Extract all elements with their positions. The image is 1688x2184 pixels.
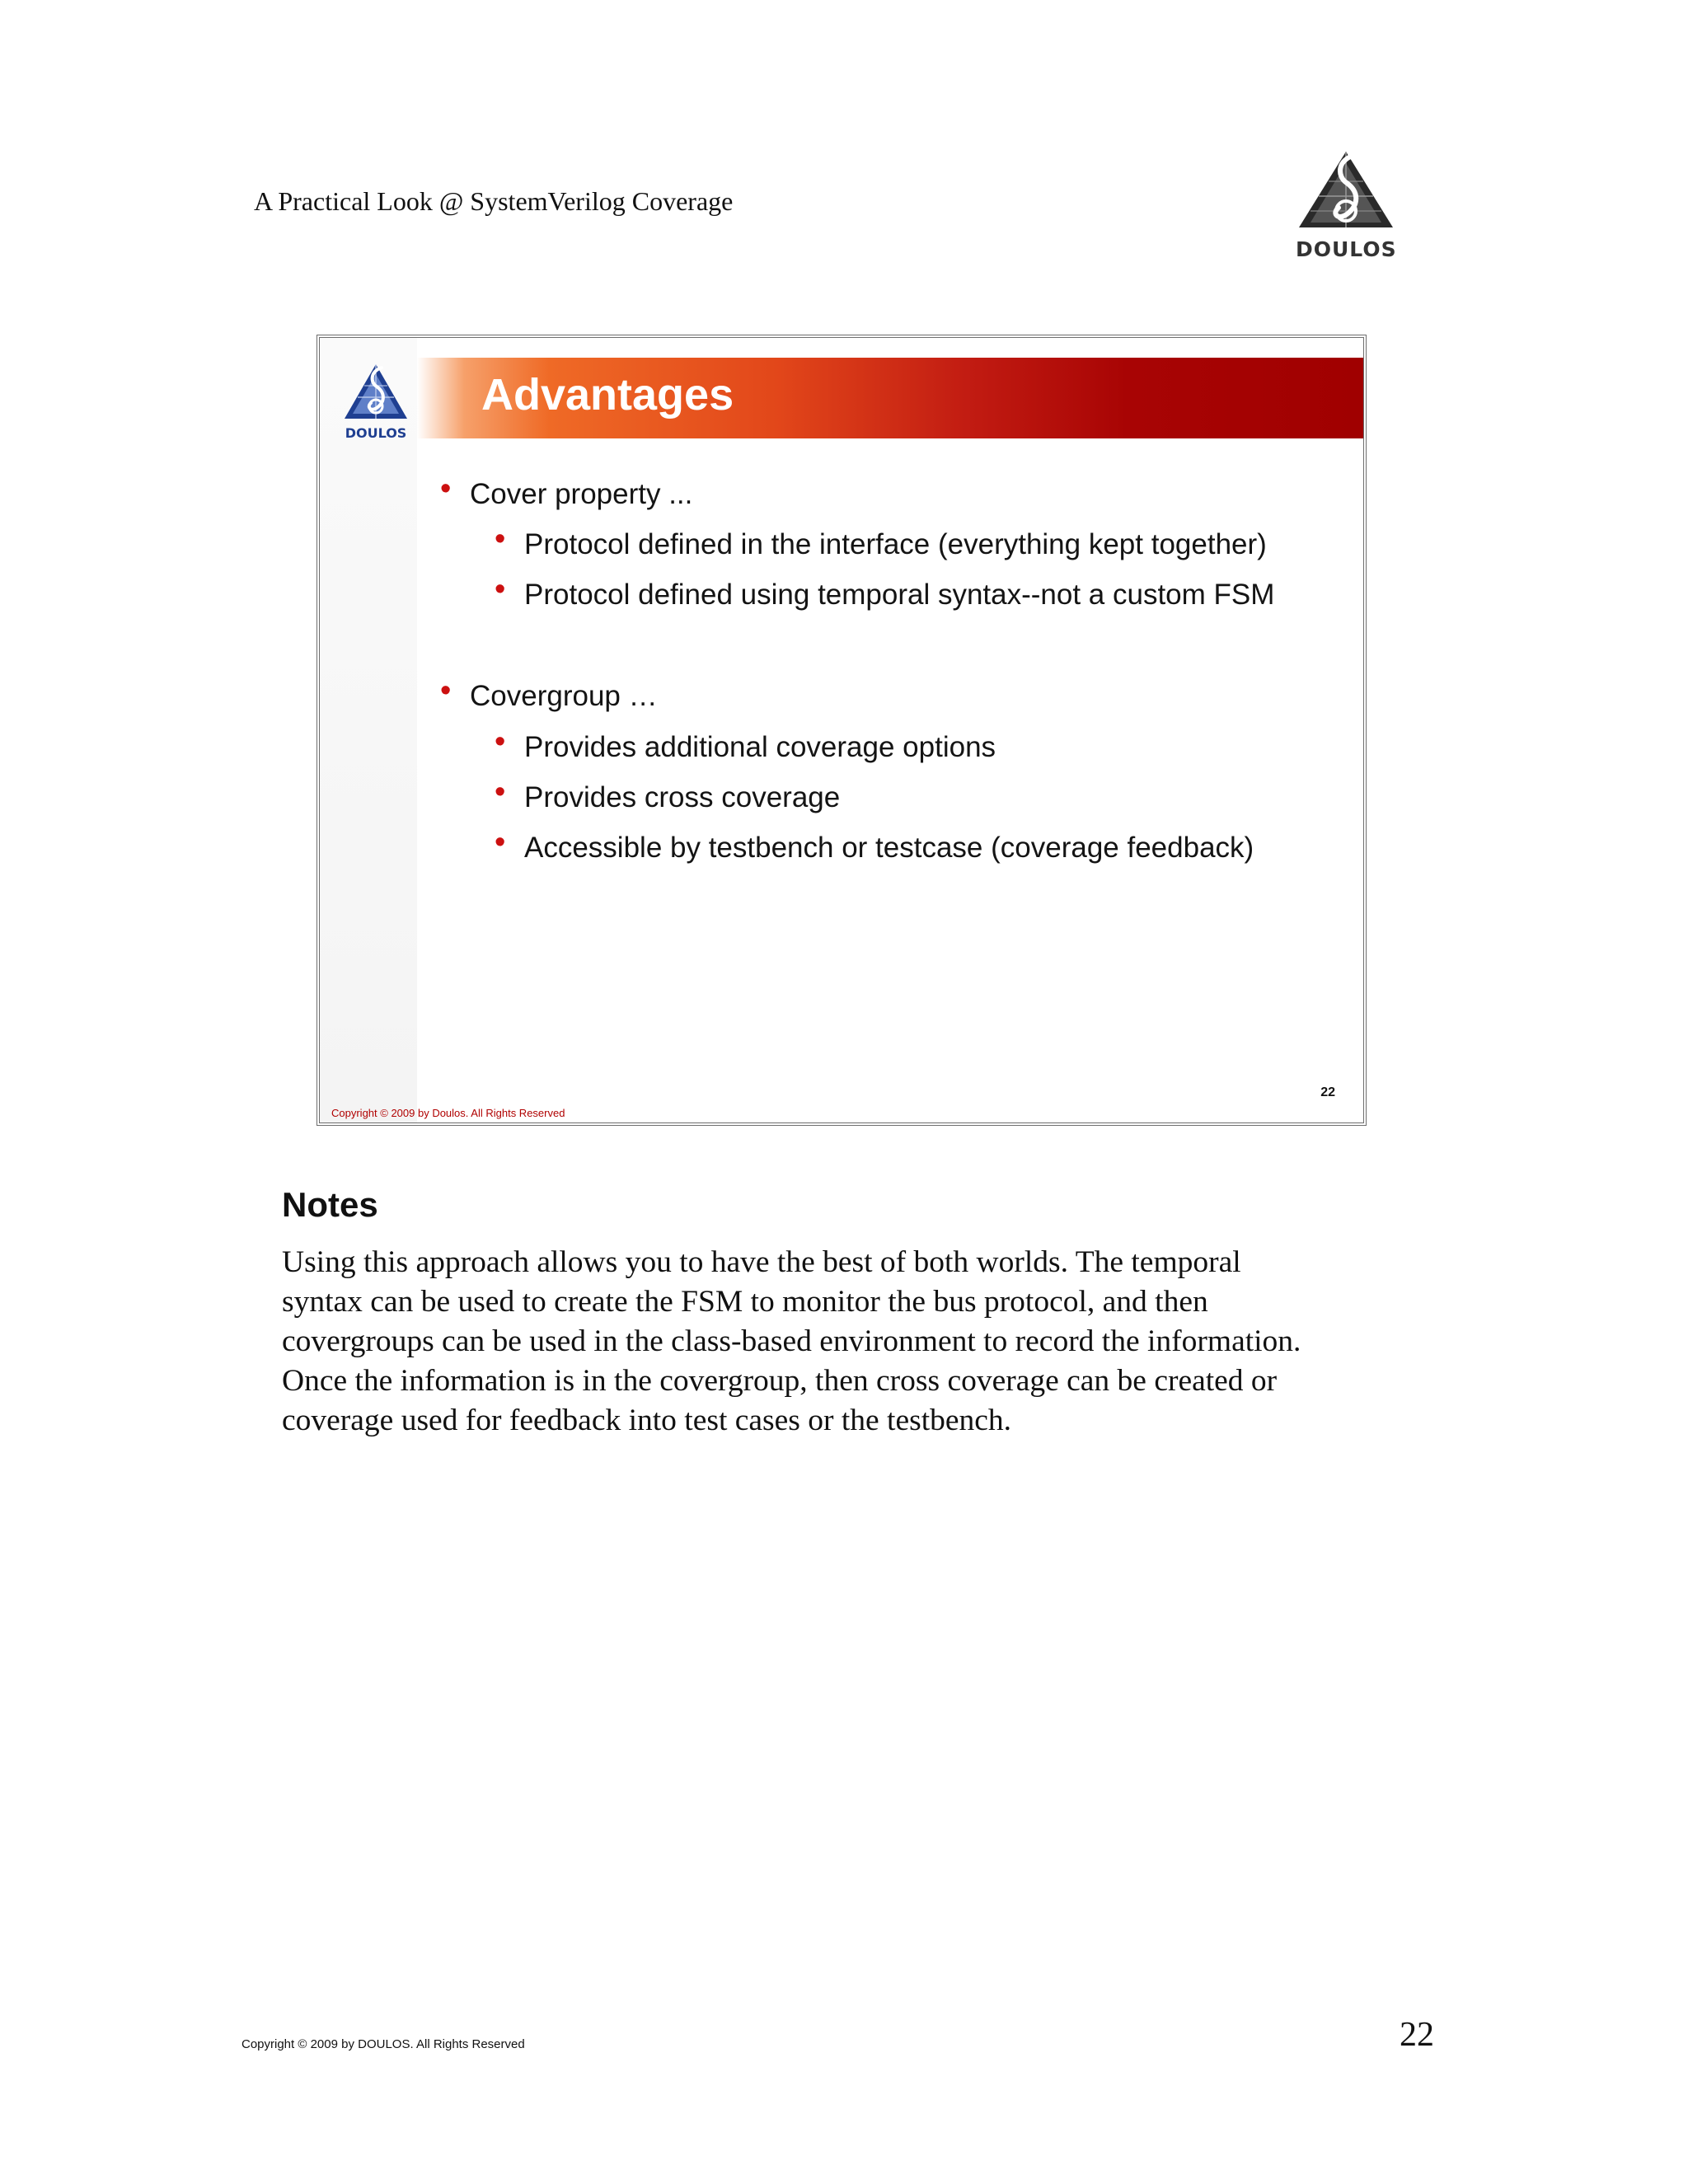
doulos-pyramid-icon	[1296, 148, 1396, 239]
slide-logo-text: DOULOS	[345, 425, 407, 441]
page-header-title: A Practical Look @ SystemVerilog Coverage	[254, 186, 734, 216]
bullet-item	[440, 471, 693, 511]
doulos-pyramid-small-icon	[343, 363, 409, 425]
slide	[316, 335, 1367, 1126]
notes-body	[282, 1243, 1419, 1441]
notes-heading: Notes	[282, 1185, 378, 1224]
bullet-text: Protocol defined using temporal syntax--not a custom FSM	[524, 579, 1275, 611]
header-logo-text: DOULOS	[1296, 237, 1397, 261]
slide-logo	[343, 363, 409, 445]
bullet-dot-icon: •	[495, 724, 506, 759]
slide-sidebar	[320, 338, 417, 1122]
slide-page-number: 22	[1320, 1085, 1335, 1099]
bullet-text: Protocol defined in the interface (everything kept together)	[524, 528, 1267, 560]
bullet-item	[495, 572, 1275, 612]
notes-line: syntax can be used to create the FSM to monitor the bus protocol, and then	[282, 1285, 1208, 1319]
footer-copyright: Copyright © 2009 by DOULOS. All Rights Reserved	[241, 2037, 525, 2051]
bullet-dot-icon: •	[440, 673, 452, 708]
notes-line: covergroups can be used in the class-based environment to record the information.	[282, 1324, 1301, 1358]
slide-title: Advantages	[481, 370, 734, 419]
bullet-dot-icon: •	[495, 572, 506, 607]
bullet-dot-icon: •	[495, 825, 506, 860]
doulos-logo	[1296, 148, 1396, 264]
bullet-text: Provides additional coverage options	[524, 731, 996, 763]
bullet-item	[495, 724, 996, 764]
slide-copyright: Copyright © 2009 by Doulos. All Rights Reserved	[331, 1107, 565, 1119]
bullet-text: Accessible by testbench or testcase (coverage feedback)	[524, 832, 1254, 864]
bullet-text: Cover property ...	[470, 478, 693, 510]
bullet-dot-icon: •	[440, 471, 452, 506]
bullet-item	[495, 825, 1254, 865]
bullet-item	[495, 775, 841, 814]
notes-line: coverage used for feedback into test cases or the testbench.	[282, 1404, 1012, 1437]
notes-line: Using this approach allows you to have the best of both worlds. The temporal	[282, 1245, 1241, 1279]
bullet-item	[495, 522, 1267, 561]
bullet-text: Covergroup …	[470, 680, 658, 712]
bullet-dot-icon: •	[495, 775, 506, 809]
bullet-text: Provides cross coverage	[524, 781, 841, 813]
bullet-item	[440, 673, 658, 713]
bullet-dot-icon: •	[495, 522, 506, 556]
footer-page-number: 22	[1400, 2016, 1434, 2054]
notes-line: Once the information is in the covergroup, then cross coverage can be created or	[282, 1364, 1278, 1398]
